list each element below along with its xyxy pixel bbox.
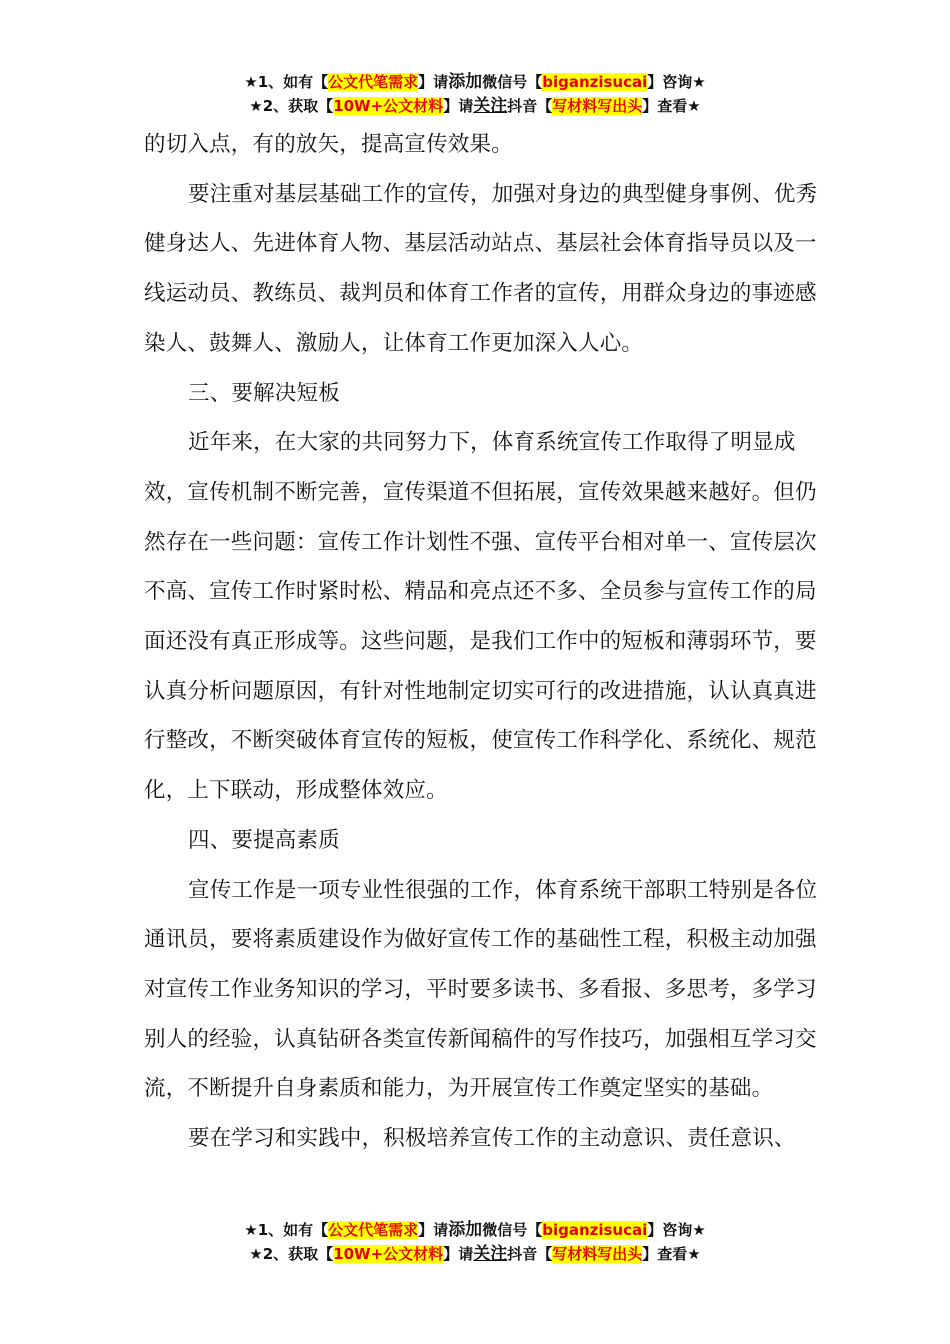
header-line-2: ★2、获取【10W+公文材料】请关注抖音【写材料写出头】查看★ xyxy=(249,96,701,116)
star-icon: ★ xyxy=(687,97,701,115)
paragraph: 宣传工作是一项专业性很强的工作，体育系统干部职工特别是各位通讯员，要将素质建设作为做好宣传工作的基础性工程，积极主动加强对宣传工作业务知识的学习，平时要多读书、多看报、多思考，多学习别人的经验，认真钻研各类宣传新闻稿件的写作技巧，加强相互学习交流，不断提升自身素质和能力，为开展宣传工作奠定坚实的基础。 xyxy=(144,877,818,1102)
wechat-id: biganzisucai xyxy=(542,73,648,91)
footer-banner xyxy=(0,1218,950,1266)
highlight-ghostwriting: 公文代笔需求 xyxy=(328,73,419,91)
star-icon: ★ xyxy=(249,1245,263,1263)
douyin-account: 写材料写出头 xyxy=(552,97,643,115)
star-icon: ★ xyxy=(692,73,706,91)
paragraph: 的切入点，有的放矢，提高宣传效果。 xyxy=(144,132,513,157)
document-body xyxy=(144,120,824,1164)
footer-line-2: ★2、获取【10W+公文材料】请关注抖音【写材料写出头】查看★ xyxy=(249,1244,701,1264)
header-banner xyxy=(0,70,950,118)
section-heading: 四、要提高素质 xyxy=(188,827,340,853)
section-heading: 三、要解决短板 xyxy=(188,380,340,406)
paragraph: 要注重对基层基础工作的宣传，加强对身边的典型健身事例、优秀健身达人、先进体育人物、基层活动站点、基层社会体育指导员以及一线运动员、教练员、裁判员和体育工作者的宣传，用群众身边的事迹感染人、鼓舞人、激励人，让体育工作更加深入人心。 xyxy=(144,181,818,356)
paragraph: 要在学习和实践中，积极培养宣传工作的主动意识、责任意识、 xyxy=(188,1126,796,1152)
paragraph: 近年来，在大家的共同努力下，体育系统宣传工作取得了明显成效，宣传机制不断完善，宣传渠道不但拓展，宣传效果越来越好。但仍然存在一些问题：宣传工作计划性不强、宣传平台相对单一、宣传层次不高、宣传工作时紧时松、精品和亮点还不多、全员参与宣传工作的局面还没有真正形成等。这些问题，是我们工作中的短板和薄弱环节，要认真分析问题原因，有针对性地制定切实可行的改进措施，认认真真进行整改，不断突破体育宣传的短板，使宣传工作科学化、系统化、规范化，上下联动，形成整体效应。 xyxy=(144,430,817,804)
header-line-1: ★1、如有【公文代笔需求】请添加微信号【biganzisucai】咨询★ xyxy=(244,72,706,92)
highlight-materials: 10W+公文材料 xyxy=(333,97,444,115)
star-icon: ★ xyxy=(692,1221,706,1239)
star-icon: ★ xyxy=(687,1245,701,1263)
footer-line-1: ★1、如有【公文代笔需求】请添加微信号【biganzisucai】咨询★ xyxy=(244,1220,706,1240)
star-icon: ★ xyxy=(244,1221,258,1239)
star-icon: ★ xyxy=(249,97,263,115)
star-icon: ★ xyxy=(244,73,258,91)
